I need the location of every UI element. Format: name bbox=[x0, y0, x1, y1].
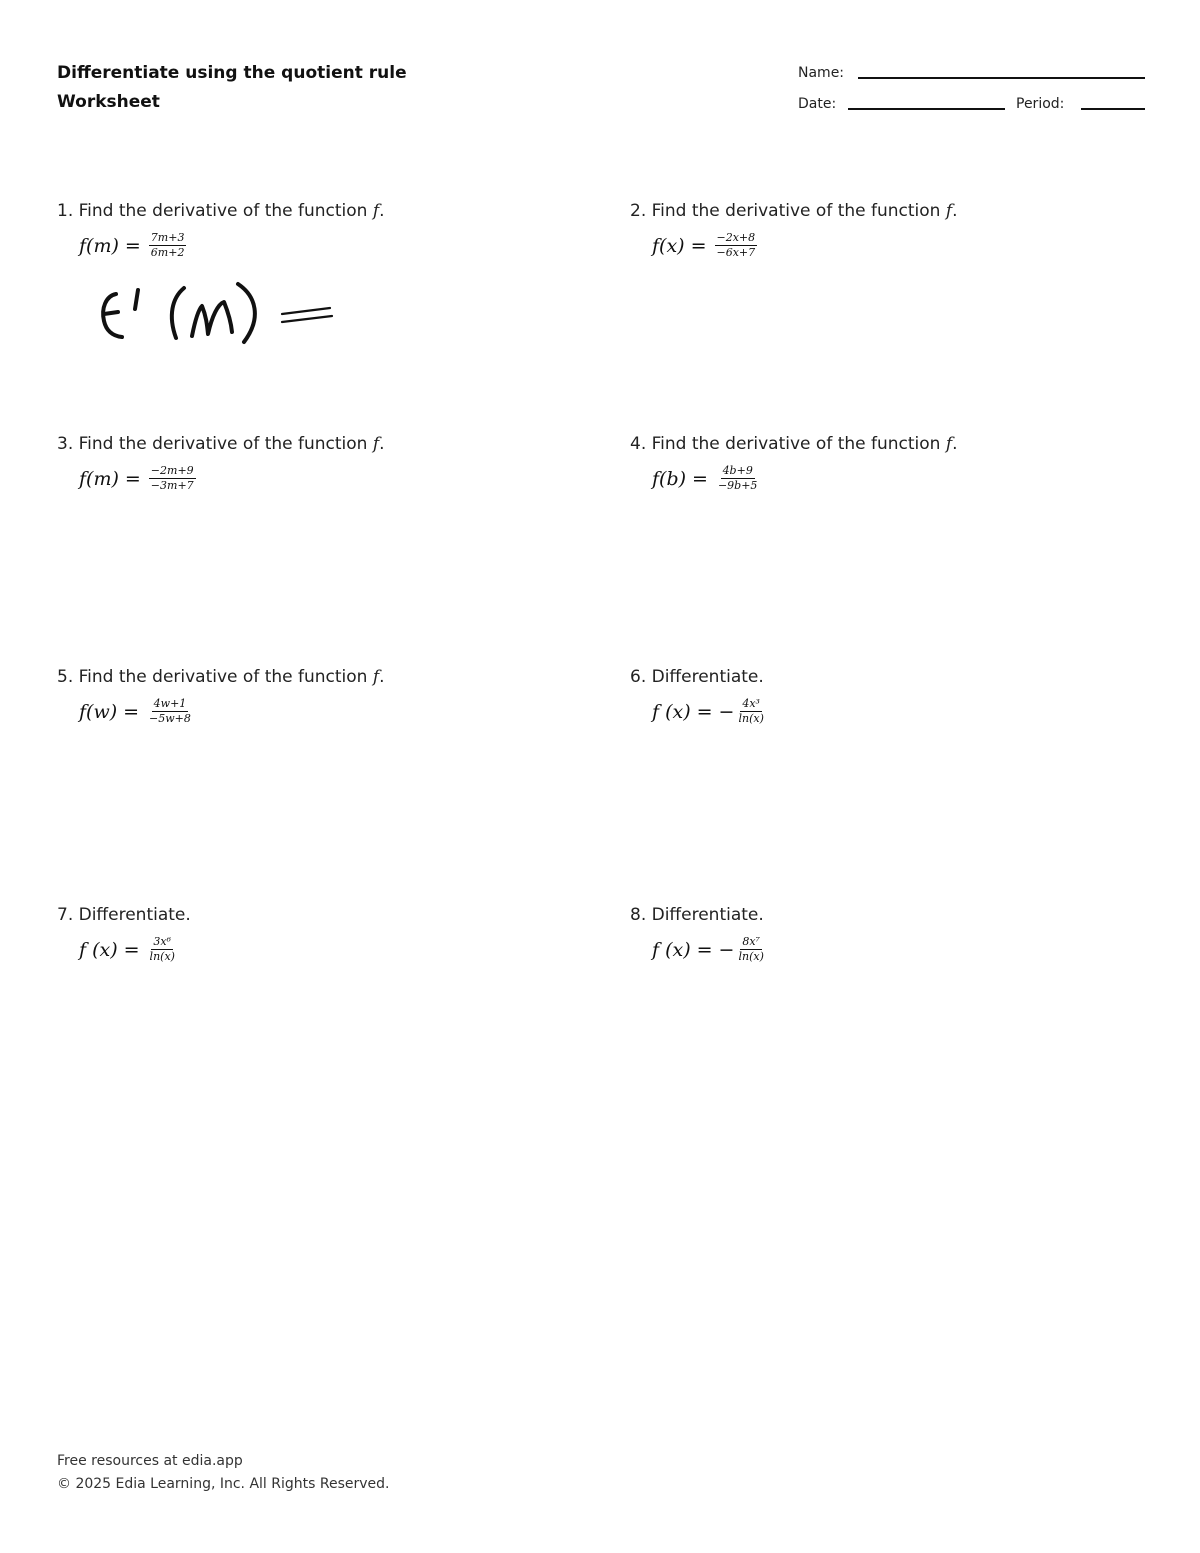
equals-sign: = bbox=[690, 234, 707, 257]
fraction bbox=[149, 232, 187, 259]
title-line-1: Differentiate using the quotient rule bbox=[57, 63, 407, 83]
equals-sign: = bbox=[692, 467, 708, 490]
denominator: ln(x) bbox=[738, 950, 764, 963]
denominator: ln(x) bbox=[738, 712, 764, 725]
handwritten-answer bbox=[92, 276, 352, 360]
fraction bbox=[148, 936, 177, 963]
problem-prompt: 3. Find the derivative of the function f. bbox=[57, 434, 385, 454]
problem-6 bbox=[630, 666, 1150, 725]
problem-3 bbox=[57, 433, 577, 492]
denominator: ln(x) bbox=[149, 950, 175, 963]
function-name: f(b) bbox=[652, 467, 687, 490]
denominator: −9b+5 bbox=[717, 479, 758, 492]
fraction bbox=[715, 232, 758, 259]
title-line-2: Worksheet bbox=[57, 92, 160, 112]
period-label: Period: bbox=[1016, 96, 1065, 112]
problem-4 bbox=[630, 433, 1150, 492]
minus-sign: − bbox=[718, 938, 735, 961]
denominator: −3m+7 bbox=[150, 479, 194, 492]
problem-equation bbox=[79, 232, 577, 259]
fraction bbox=[147, 698, 193, 725]
problem-prompt: 2. Find the derivative of the function f. bbox=[630, 201, 958, 221]
date-label: Date: bbox=[798, 96, 837, 112]
problem-prompt: 7. Differentiate. bbox=[57, 905, 191, 925]
equals-sign: = bbox=[124, 467, 141, 490]
numerator: 4w+1 bbox=[153, 697, 187, 710]
equals-sign: = bbox=[123, 700, 140, 723]
problem-1 bbox=[57, 200, 577, 259]
fraction bbox=[716, 465, 759, 492]
numerator: 4b+9 bbox=[722, 464, 753, 477]
function-name: f (x) bbox=[652, 700, 691, 723]
function-name: f (x) bbox=[652, 938, 691, 961]
name-label: Name: bbox=[798, 65, 845, 81]
problem-5 bbox=[57, 666, 577, 725]
equals-sign: = bbox=[123, 938, 140, 961]
function-name: f(m) bbox=[79, 234, 119, 257]
denominator: −5w+8 bbox=[149, 712, 191, 725]
function-name: f(x) bbox=[652, 234, 685, 257]
footer bbox=[57, 1450, 390, 1496]
function-name: f (x) bbox=[79, 938, 118, 961]
problem-equation bbox=[652, 698, 1150, 725]
equals-sign: = bbox=[124, 234, 141, 257]
fraction bbox=[149, 465, 196, 492]
problem-7 bbox=[57, 904, 577, 963]
problem-prompt: 8. Differentiate. bbox=[630, 905, 764, 925]
problem-equation bbox=[652, 232, 1150, 259]
problem-2 bbox=[630, 200, 1150, 259]
problem-prompt: 4. Find the derivative of the function f. bbox=[630, 434, 958, 454]
date-field[interactable] bbox=[848, 108, 1005, 110]
problem-equation bbox=[652, 936, 1150, 963]
name-field[interactable] bbox=[858, 77, 1145, 79]
function-name: f(w) bbox=[79, 700, 118, 723]
problem-equation bbox=[652, 465, 1150, 492]
equals-sign: = bbox=[696, 938, 713, 961]
problem-equation bbox=[79, 936, 577, 963]
worksheet-title bbox=[57, 59, 407, 117]
problem-8 bbox=[630, 904, 1150, 963]
footer-resources: Free resources at edia.app bbox=[57, 1453, 243, 1469]
numerator: 8x⁷ bbox=[742, 935, 760, 948]
problem-prompt: 5. Find the derivative of the function f. bbox=[57, 667, 385, 687]
problem-equation bbox=[79, 698, 577, 725]
problem-prompt: 6. Differentiate. bbox=[630, 667, 764, 687]
problem-equation bbox=[79, 465, 577, 492]
period-field[interactable] bbox=[1081, 108, 1145, 110]
handwritten-answer-strokes bbox=[92, 276, 352, 356]
denominator: −6x+7 bbox=[716, 246, 756, 259]
fraction bbox=[736, 936, 765, 963]
numerator: −2x+8 bbox=[716, 231, 756, 244]
problem-prompt: 1. Find the derivative of the function f. bbox=[57, 201, 385, 221]
fraction bbox=[736, 698, 765, 725]
minus-sign: − bbox=[718, 700, 735, 723]
numerator: 4x³ bbox=[742, 697, 760, 710]
footer-copyright: © 2025 Edia Learning, Inc. All Rights Reserved. bbox=[57, 1476, 390, 1492]
numerator: −2m+9 bbox=[150, 464, 194, 477]
numerator: 3x⁶ bbox=[153, 935, 172, 948]
denominator: 6m+2 bbox=[150, 246, 185, 259]
equals-sign: = bbox=[696, 700, 713, 723]
numerator: 7m+3 bbox=[150, 231, 185, 244]
function-name: f(m) bbox=[79, 467, 119, 490]
